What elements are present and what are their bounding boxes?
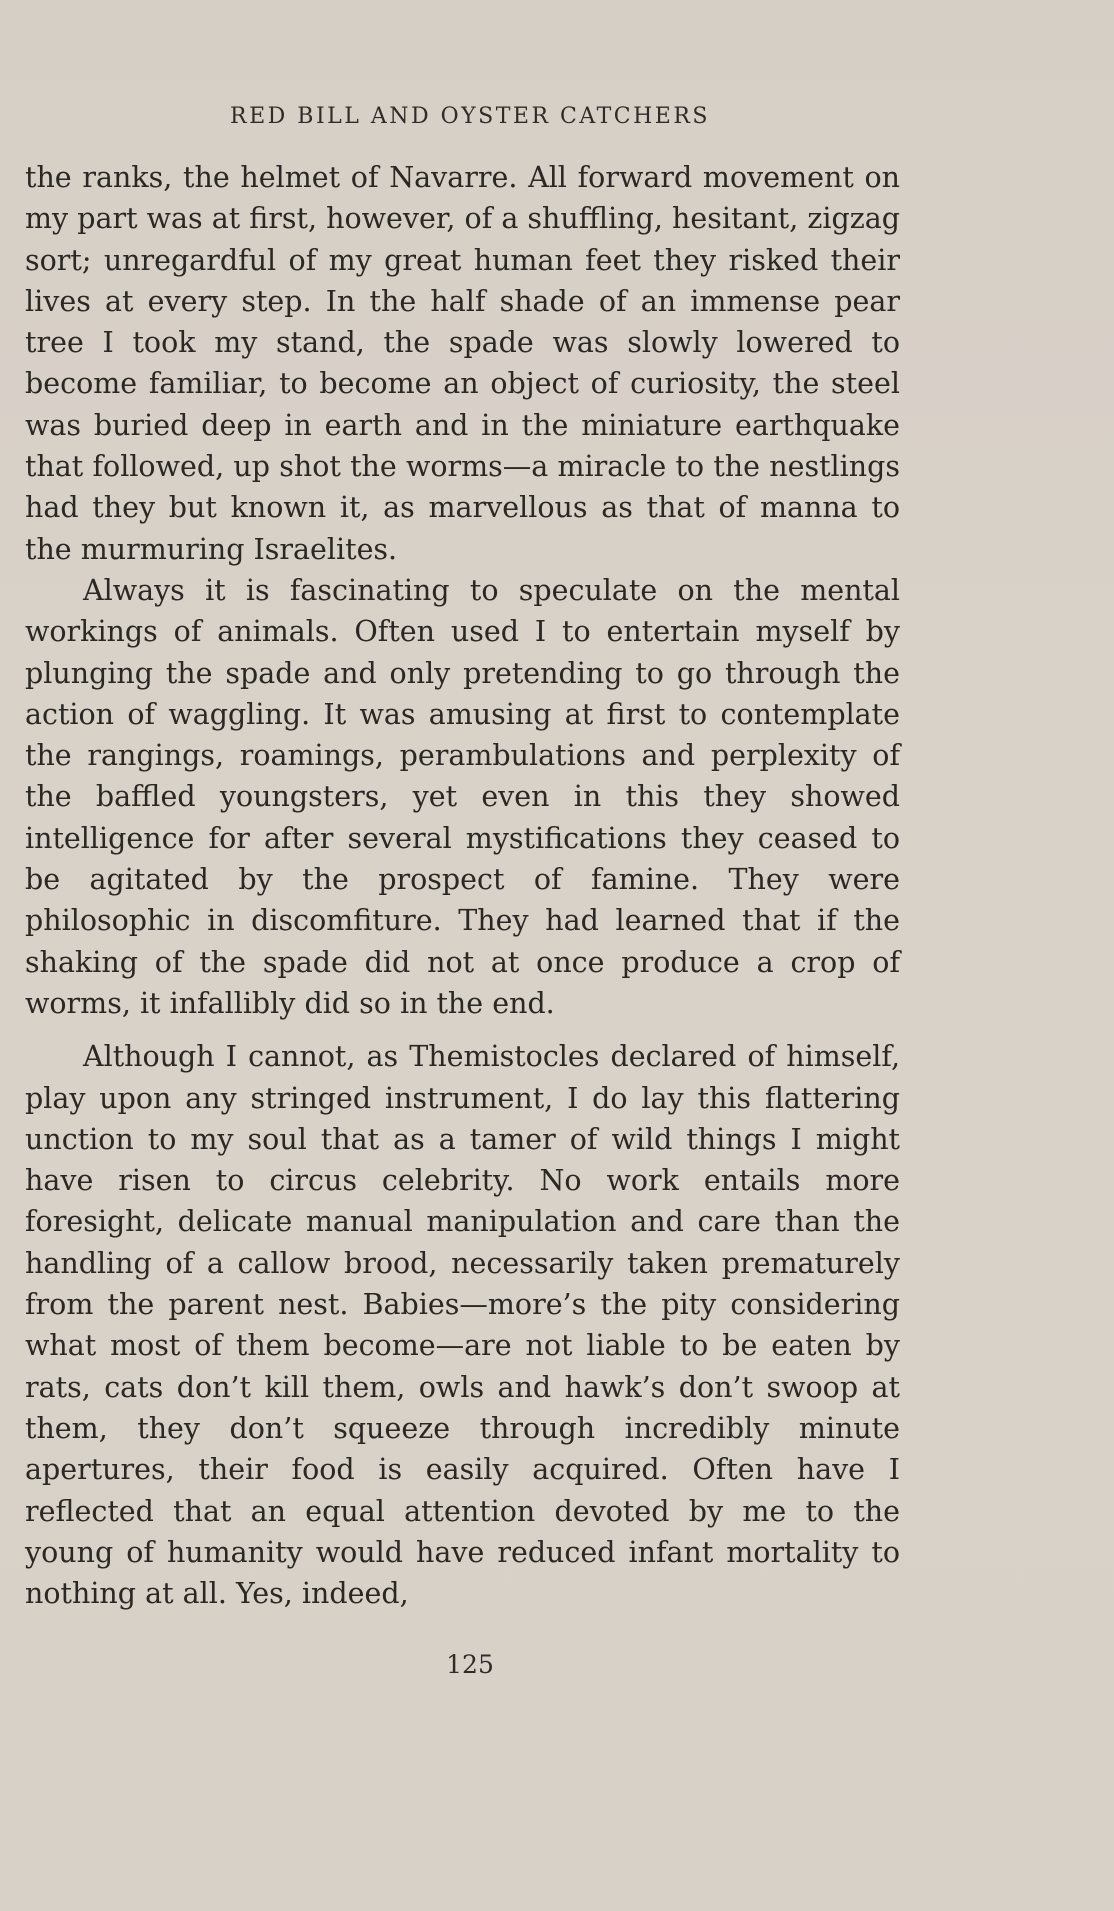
body-text: [25, 157, 900, 1614]
paragraph-tamer-of-wild-things: Although I cannot, as Themistocles declared of himself, play upon any stringed instrument, I do lay this flattering unction to my soul that as a tamer of wild things I might have risen to circus celebrity. No work entails more foresight, delicate manual manipulation and care than the handling of a callow brood, necessarily taken prematurely from the parent nest. Babies—more’s the pity considering what most of them become—are not liable to be eaten by rats, cats don’t kill them, owls and hawk’s don’t swoop at them, they don’t squeeze through incredibly minute apertures, their food is easily acquired. Often have I reflected that an equal attention devoted by me to the young of humanity would have reduced infant mortality to nothing at all. Yes, indeed,: [25, 1040, 900, 1611]
running-head: RED BILL AND OYSTER CATCHERS: [230, 104, 710, 129]
page-number: 125: [446, 1650, 494, 1679]
paragraph-animal-workings: Always it is fascinating to speculate on the mental workings of animals. Often used I to entertain myself by plunging the spade and only pretending to go through the action of waggling. It was amusing at first to contemplate the rangings, roamings, perambulations and perplexity of the baffled youngsters, yet even in this they showed intelligence for after several mystifications they ceased to be agitated by the prospect of famine. They were philosophic in discomfiture. They had learned that if the shaking of the spade did not at once produce a crop of worms, it infallibly did so in the end.: [25, 573, 900, 1020]
paragraph-continued: the ranks, the helmet of Navarre. All forward movement on my part was at first, however, of a shuffling, hesitant, zigzag sort; unregardful of my great human feet they risked their lives at every step. In the half shade of an immense pear tree I took my stand, the spade was slowly lowered to become familiar, to become an object of curiosity, the steel was buried deep in earth and in the miniature earthquake that followed, up shot the worms—a miracle to the nestlings had they but known it, as marvellous as that of manna to the murmuring Israelites.: [25, 161, 900, 566]
